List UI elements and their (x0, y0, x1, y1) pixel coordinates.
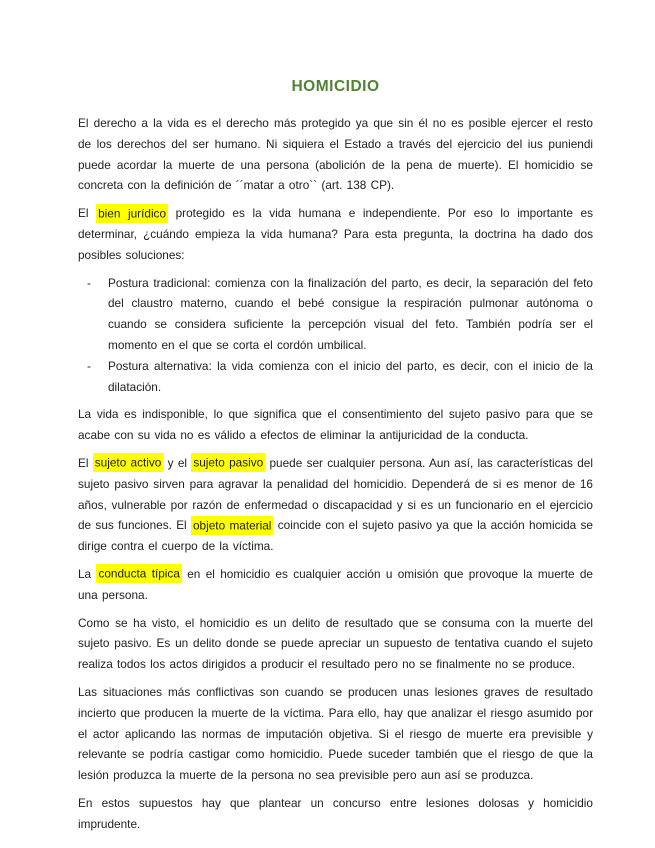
highlighted-term: sujeto pasivo (191, 453, 265, 472)
paragraph: Como se ha visto, el homicidio es un delito de resultado que se consuma con la muerte del sujeto pasivo. Es un delito donde se puede apreciar un supuesto de tentativa cuando el sujeto realiza todos los actos dirigidos a producir el resultado pero no se finalmente no se produce. (78, 615, 593, 672)
list-item (78, 273, 593, 356)
list-item-text: Postura tradicional: comienza con la finalización del parto, es decir, la separación del feto del claustro materno, cuando el bebé consigue la respiración pulmonar autónoma o cuando se considera suficiente la percepción visual del feto. También podría ser el momento en el que se corta el cordón umbilical. (108, 275, 593, 352)
text-run: La (78, 566, 97, 581)
text-run: El (78, 206, 97, 221)
list-item (78, 356, 593, 398)
highlighted-term: sujeto activo (93, 453, 164, 472)
paragraph: La vida es indisponible, lo que significa que el consentimiento del sujeto pasivo para que se acabe con su vida no es válido a efectos de eliminar la antijuricidad de la conducta. (78, 407, 593, 443)
bullet-list (78, 273, 593, 398)
page-title: HOMICIDIO (291, 78, 380, 95)
text-run: en el homicidio es cualquier acción u omisión que provoque la muerte de una persona. (78, 566, 593, 602)
list-item-text: Postura alternativa: la vida comienza con el inicio del parto, es decir, con el inicio de la dilatación. (108, 358, 593, 394)
paragraph (78, 203, 593, 265)
text-run: protegido es la vida humana e independiente. Por eso lo importante es determinar, ¿cuándo empieza la vida humana? Para esta pregunta, la doctrina ha dado dos posibles soluciones: (78, 206, 593, 262)
bullet-marker: - (87, 275, 91, 290)
paragraph: En estos supuestos hay que plantear un concurso entre lesiones dolosas y homicidio imprudente. (78, 795, 593, 831)
bullet-marker: - (87, 358, 91, 373)
highlighted-term: objeto material (191, 516, 273, 535)
paragraph: Las situaciones más conflictivas son cuando se producen unas lesiones graves de resultado incierto que producen la muerte de la víctima. Para ello, hay que analizar el riesgo asumido por el actor aplicando las normas de imputación objetiva. Si el riesgo de muerte era previsible y relevante se podría castigar como homicidio. Puede suceder también que el riesgo de que la lesión produzca la muerte de la persona no sea previsible pero aun así se produzca. (78, 684, 593, 783)
paragraph (78, 453, 593, 557)
paragraph (78, 564, 593, 606)
text-run: El (78, 455, 93, 470)
paragraph: El derecho a la vida es el derecho más protegido ya que sin él no es posible ejercer el resto de los derechos del ser humano. Ni siquiera el Estado a través del ejercicio del ius puniendi puede acordar la muerte de una persona (abolición de la pena de muerte). El homicidio se concreta con la definición de ´´matar a otro`` (art. 138 CP). (78, 116, 593, 193)
text-run: y el (163, 455, 192, 470)
highlighted-term: conducta típica (96, 564, 181, 583)
text-run: coincide con el sujeto pasivo ya que la acción homicida se dirige contra el cuerpo de la víctima. (78, 518, 593, 554)
text-run: puede ser cualquier persona. Aun así, las características del sujeto pasivo sirven para agravar la penalidad del homicidio. Dependerá de si es menor de 16 años, vulnerable por razón de enfermedad o discapacidad y si es un funcionario en el ejercicio de sus funciones. El (78, 455, 593, 533)
highlighted-term: bien jurídico (96, 204, 168, 223)
